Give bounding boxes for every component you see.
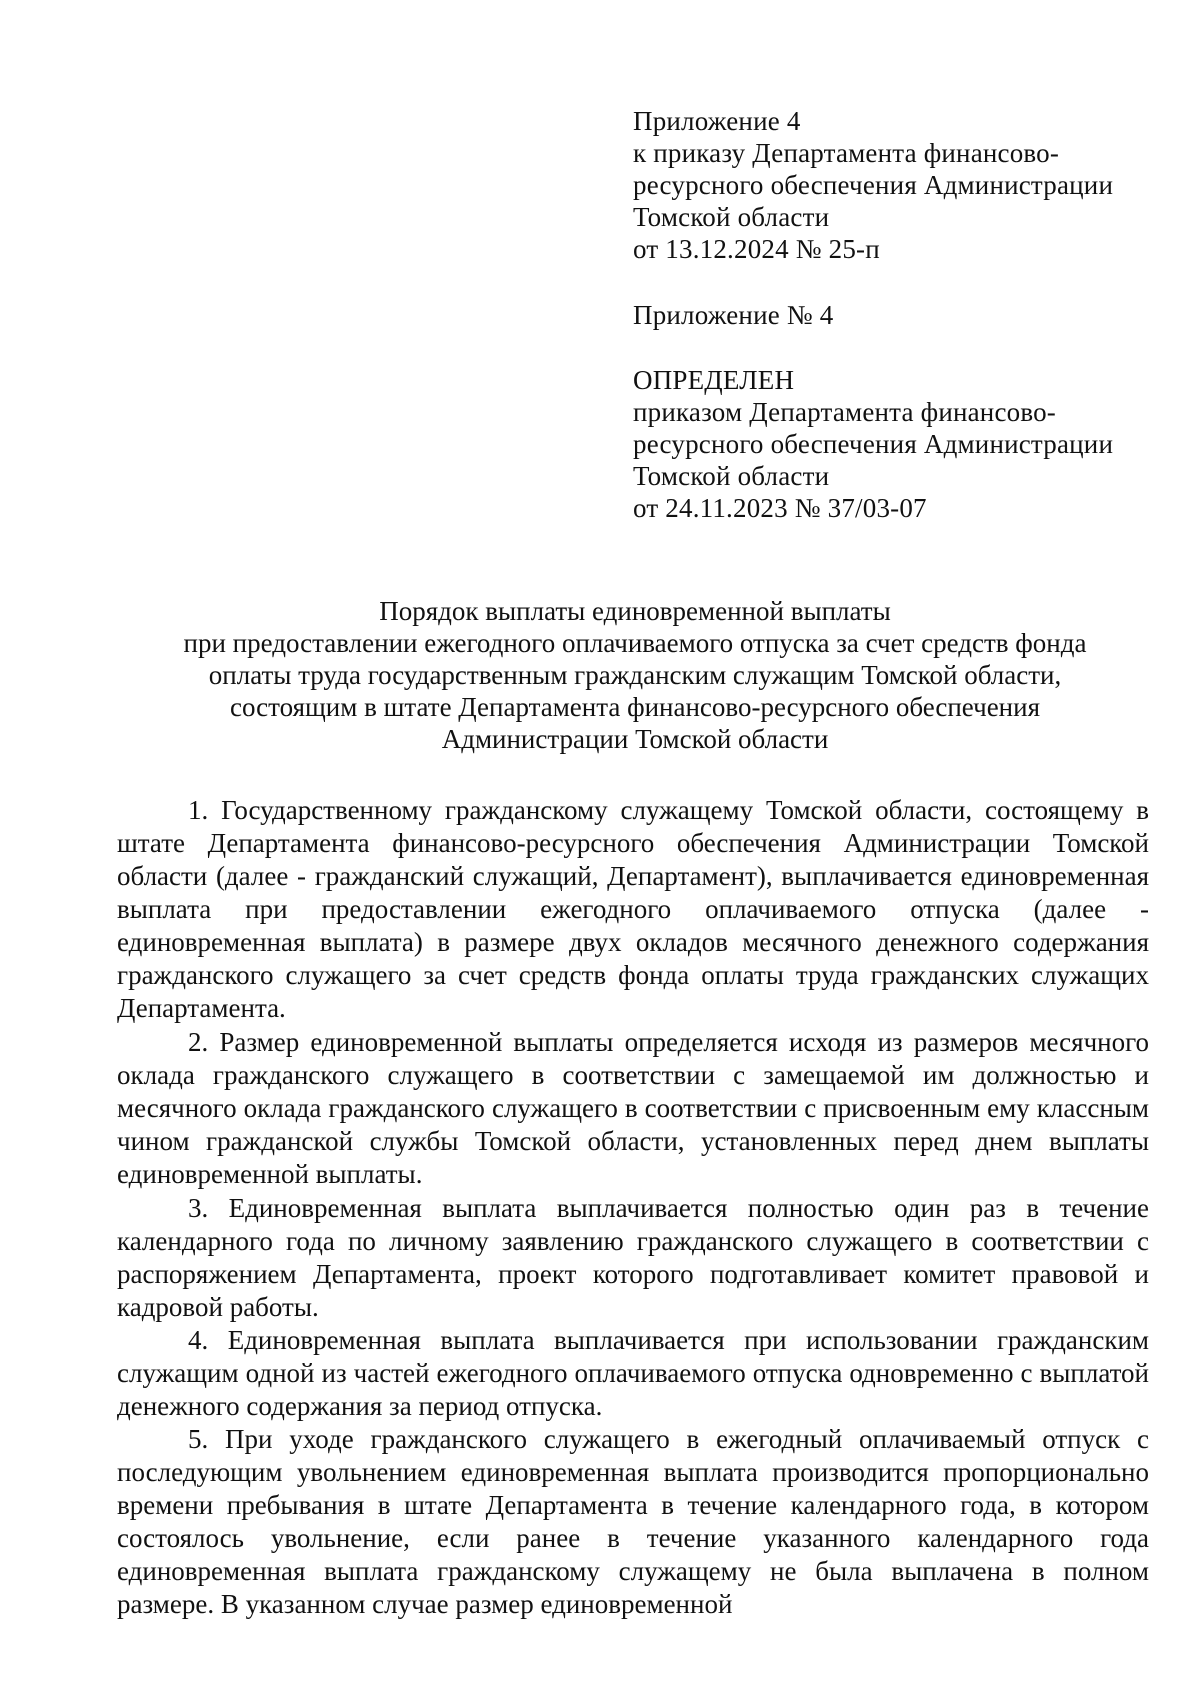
title-line: состоящим в штате Департамента финансово-ресурсного обеспечения <box>230 692 1040 722</box>
title-line: Порядок выплаты единовременной выплаты <box>379 596 891 626</box>
approval-line: Томской области <box>633 461 830 491</box>
paragraph-4: 4. Единовременная выплата выплачивается при использовании гражданским служащим одной из частей ежегодного оплачиваемого отпуска одновременно с выплатой денежного содержания за период отпуска. <box>117 1325 1149 1421</box>
title-line: при предоставлении ежегодного оплачиваемого отпуска за счет средств фонда <box>183 628 1087 658</box>
paragraph-5: 5. При уходе гражданского служащего в ежегодный оплачиваемый отпуск с последующим увольнением единовременная выплата производится пропорционально времени пребывания в штате Департамента в течение календарного года, в котором состоялось увольнение, если ранее в течение указанного календарного года единовременная выплата гражданскому служащему не была выплачена в полном размере. В указанном случае размер единовременной <box>117 1424 1149 1619</box>
attachment-header-line: Приложение 4 <box>633 106 801 136</box>
title-line: Администрации Томской области <box>441 724 829 754</box>
paragraph-1: 1. Государственному гражданскому служащему Томской области, состоящему в штате Департамента финансово-ресурсного обеспечения Администрации Томской области (далее - гражданский служащий, Департамент), выплачивается единовременная выплата при предоставлении ежегодного оплачиваемого отпуска (далее - единовременная выплата) в размере двух окладов месячного денежного содержания гражданского служащего за счет средств фонда оплаты труда гражданских служащих Департамента. <box>117 795 1149 1023</box>
paragraph-2: 2. Размер единовременной выплаты определяется исходя из размеров месячного оклада гражданского служащего в соответствии с замещаемой им должностью и месячного оклада гражданского служащего в соответствии с присвоенным ему классным чином гражданской службы Томской области, установленных перед днем выплаты единовременной выплаты. <box>117 1027 1149 1189</box>
approval-line: ресурсного обеспечения Администрации <box>633 429 1114 459</box>
attachment-header-line: Томской области <box>633 202 830 232</box>
appendix-number: Приложение № 4 <box>633 300 834 330</box>
approval-heading: ОПРЕДЕЛЕН <box>633 365 795 395</box>
approval-line: приказом Департамента финансово- <box>633 397 1056 427</box>
title-line: оплаты труда государственным гражданским служащим Томской области, <box>208 660 1062 690</box>
approval-line: от 24.11.2023 № 37/03-07 <box>633 493 927 523</box>
attachment-header-line: ресурсного обеспечения Администрации <box>633 170 1114 200</box>
attachment-header-line: к приказу Департамента финансово- <box>633 138 1060 168</box>
paragraph-3: 3. Единовременная выплата выплачивается полностью один раз в течение календарного года по личному заявлению гражданского служащего в соответствии с распоряжением Департамента, проект которого подготавливает комитет правовой и кадровой работы. <box>117 1193 1149 1322</box>
attachment-header-line: от 13.12.2024 № 25-п <box>633 234 880 264</box>
